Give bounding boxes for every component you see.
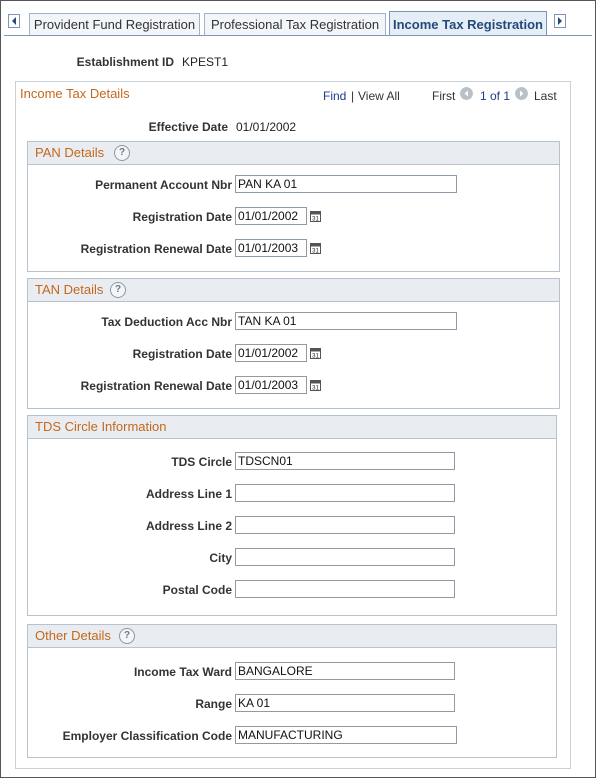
tab-scroll-left-icon[interactable] — [8, 14, 20, 28]
pan-registration-date-label: Registration Date — [132, 210, 232, 224]
postal-code-label: Postal Code — [162, 583, 232, 597]
tan-details-title: TAN Details — [35, 282, 104, 297]
range-label: Range — [195, 697, 232, 711]
employer-classification-code-label: Employer Classification Code — [62, 729, 232, 743]
pan-registration-renewal-date-field[interactable]: 01/01/2003 — [235, 239, 307, 257]
calendar-icon[interactable] — [310, 242, 321, 254]
range-field[interactable]: KA 01 — [235, 694, 455, 712]
permanent-account-nbr-field[interactable]: PAN KA 01 — [235, 175, 457, 193]
calendar-icon[interactable] — [310, 347, 321, 359]
postal-code-field[interactable] — [235, 580, 455, 598]
calendar-icon[interactable] — [310, 379, 321, 391]
last-label: Last — [534, 89, 557, 103]
city-field[interactable] — [235, 548, 455, 566]
income-tax-ward-field[interactable]: BANGALORE — [235, 662, 455, 680]
calendar-icon[interactable] — [310, 210, 321, 222]
tab-scroll-right-icon[interactable] — [554, 14, 566, 28]
tab-professional-tax-registration[interactable]: Professional Tax Registration — [204, 13, 386, 35]
view-all-link[interactable]: View All — [358, 89, 400, 103]
permanent-account-nbr-label: Permanent Account Nbr — [95, 178, 232, 192]
city-label: City — [209, 551, 232, 565]
other-details-help-icon[interactable]: ? — [119, 628, 135, 644]
tan-help-icon[interactable]: ? — [110, 282, 126, 298]
other-details-header — [28, 625, 556, 648]
address-line-1-label: Address Line 1 — [145, 487, 232, 501]
pan-help-icon[interactable]: ? — [114, 145, 130, 161]
effective-date-label: Effective Date — [148, 120, 228, 134]
tan-registration-renewal-date-label: Registration Renewal Date — [80, 379, 232, 393]
tds-circle-header — [28, 416, 556, 439]
tan-details-header — [28, 279, 559, 302]
pan-registration-renewal-date-label: Registration Renewal Date — [80, 242, 232, 256]
effective-date-value: 01/01/2002 — [236, 120, 297, 134]
employer-classification-code-field[interactable]: MANUFACTURING — [235, 726, 457, 744]
address-line-2-field[interactable] — [235, 516, 455, 534]
tds-circle-field[interactable]: TDSCN01 — [235, 452, 455, 470]
svg-text:31: 31 — [312, 216, 319, 222]
tan-registration-date-field[interactable]: 01/01/2002 — [235, 344, 307, 362]
next-row-icon[interactable] — [515, 87, 528, 100]
pan-registration-date-field[interactable]: 01/01/2002 — [235, 207, 307, 225]
address-line-2-label: Address Line 2 — [145, 519, 232, 533]
tab-baseline — [4, 35, 592, 36]
find-link[interactable]: Find — [323, 89, 347, 103]
tan-registration-renewal-date-field[interactable]: 01/01/2003 — [235, 376, 307, 394]
svg-text:31: 31 — [312, 248, 319, 254]
income-tax-ward-label: Income Tax Ward — [133, 665, 232, 679]
svg-text:31: 31 — [312, 385, 319, 391]
svg-text:31: 31 — [312, 353, 319, 359]
tax-deduction-acc-nbr-field[interactable]: TAN KA 01 — [235, 312, 457, 330]
address-line-1-field[interactable] — [235, 484, 455, 502]
pan-details-title: PAN Details — [35, 145, 105, 160]
row-pager: 1 of 1 — [480, 89, 511, 103]
first-label: First — [432, 89, 456, 103]
tds-circle-title: TDS Circle Information — [35, 419, 167, 434]
previous-row-icon[interactable] — [460, 87, 473, 100]
income-tax-details-title: Income Tax Details — [20, 86, 130, 101]
tax-deduction-acc-nbr-label: Tax Deduction Acc Nbr — [101, 315, 232, 329]
pan-details-header — [28, 142, 559, 165]
tan-registration-date-label: Registration Date — [132, 347, 232, 361]
tab-income-tax-registration[interactable]: Income Tax Registration — [389, 11, 547, 36]
nav-separator: | — [351, 89, 355, 103]
other-details-title: Other Details — [35, 628, 111, 643]
establishment-id-label: Establishment ID — [76, 55, 174, 69]
tds-circle-label: TDS Circle — [171, 455, 232, 469]
tab-provident-fund-registration[interactable]: Provident Fund Registration — [29, 13, 200, 35]
establishment-id-value: KPEST1 — [182, 55, 229, 69]
